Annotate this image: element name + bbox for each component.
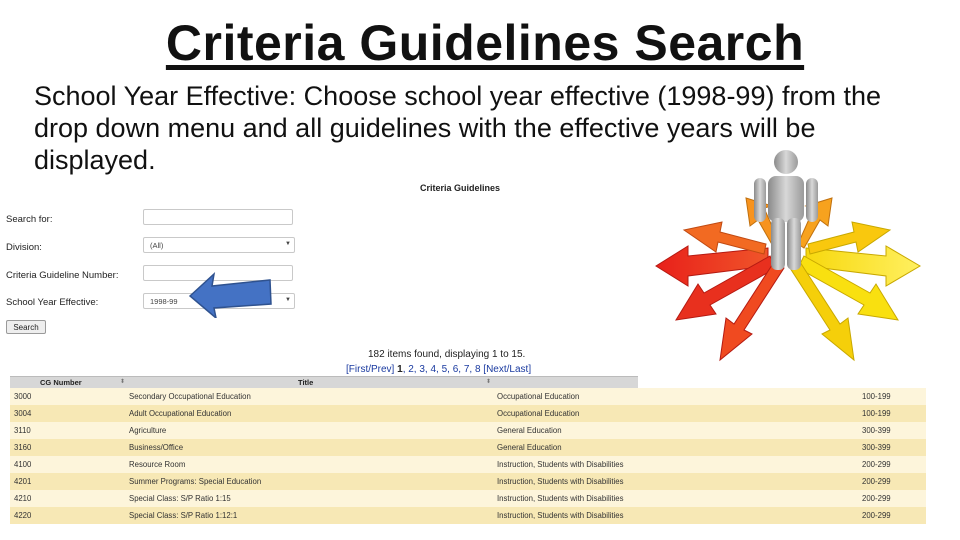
title-cell[interactable]: Resource Room: [129, 460, 186, 469]
category-cell: General Education: [497, 443, 562, 452]
table-header: [10, 376, 638, 388]
chevron-down-icon: ▼: [285, 241, 291, 247]
category-cell: Occupational Education: [497, 392, 580, 401]
range-cell: 100-199: [862, 392, 891, 401]
cg-number-cell: 4220: [14, 511, 32, 520]
cg-number-cell: 3004: [14, 409, 32, 418]
search-for-input[interactable]: [143, 209, 293, 225]
range-cell: 200-299: [862, 477, 891, 486]
title-cell[interactable]: Business/Office: [129, 443, 184, 452]
cg-number-cell: 3160: [14, 443, 32, 452]
category-cell: Instruction, Students with Disabilities: [497, 494, 624, 503]
person-with-arrows-illustration: [648, 148, 928, 373]
cg-number-cell: 4100: [14, 460, 32, 469]
range-cell: 200-299: [862, 494, 891, 503]
pager-pages[interactable]: , 2, 3, 4, 5, 6, 7, 8: [402, 364, 481, 375]
app-heading: Criteria Guidelines: [420, 183, 501, 193]
table-row[interactable]: [10, 490, 926, 507]
division-label: Division:: [6, 242, 42, 253]
title-cell[interactable]: Secondary Occupational Education: [129, 392, 251, 401]
cg-number-cell: 3000: [14, 392, 32, 401]
range-cell: 200-299: [862, 511, 891, 520]
pager-first-prev[interactable]: [First/Prev]: [346, 364, 395, 375]
title-cell[interactable]: Special Class: S/P Ratio 1:15: [129, 494, 231, 503]
chevron-down-icon: ▼: [285, 297, 291, 303]
cg-number-label: Criteria Guideline Number:: [6, 270, 119, 281]
title-cell[interactable]: Summer Programs: Special Education: [129, 477, 262, 486]
division-select[interactable]: [143, 237, 295, 253]
table-row[interactable]: [10, 405, 926, 422]
category-cell: Occupational Education: [497, 409, 580, 418]
table-row[interactable]: [10, 388, 926, 405]
column-header-cg-number[interactable]: CG Number: [40, 378, 82, 387]
sort-icon[interactable]: ⬍: [486, 379, 492, 385]
search-button[interactable]: Search: [6, 320, 46, 334]
range-cell: 200-299: [862, 460, 891, 469]
cg-number-cell: 3110: [14, 426, 31, 435]
sort-icon[interactable]: ⬍: [120, 379, 126, 385]
division-value: (All): [150, 241, 164, 250]
table-row[interactable]: [10, 507, 926, 524]
blue-arrow-icon: [188, 270, 273, 318]
slide-title: Criteria Guidelines Search: [165, 15, 805, 71]
range-cell: 100-199: [862, 409, 891, 418]
table-row[interactable]: [10, 439, 926, 456]
pager-next-last[interactable]: [Next/Last]: [483, 364, 532, 375]
range-cell: 300-399: [862, 443, 891, 452]
title-cell[interactable]: Agriculture: [129, 426, 167, 435]
table-row[interactable]: [10, 456, 926, 473]
table-row[interactable]: [10, 422, 926, 439]
category-cell: General Education: [497, 426, 562, 435]
category-cell: Instruction, Students with Disabilities: [497, 511, 624, 520]
cg-number-cell: 4210: [14, 494, 32, 503]
results-summary: 182 items found, displaying 1 to 15.: [368, 349, 526, 360]
title-cell[interactable]: Special Class: S/P Ratio 1:12:1: [129, 511, 238, 520]
cg-number-cell: 4201: [14, 477, 32, 486]
pager-current-page: 1: [397, 364, 403, 375]
school-year-value: 1998-99: [150, 297, 178, 306]
school-year-label: School Year Effective:: [6, 297, 99, 308]
table-row[interactable]: [10, 473, 926, 490]
title-cell[interactable]: Adult Occupational Education: [129, 409, 232, 418]
column-header-title[interactable]: Title: [298, 378, 314, 387]
search-for-label: Search for:: [6, 214, 53, 225]
category-cell: Instruction, Students with Disabilities: [497, 477, 624, 486]
slide-description: School Year Effective: Choose school year effective (1998-99) from the drop down menu and all guidelines with the effective years will be displayed.: [34, 81, 881, 175]
pager: [346, 364, 531, 375]
category-cell: Instruction, Students with Disabilities: [497, 460, 624, 469]
range-cell: 300-399: [862, 426, 891, 435]
